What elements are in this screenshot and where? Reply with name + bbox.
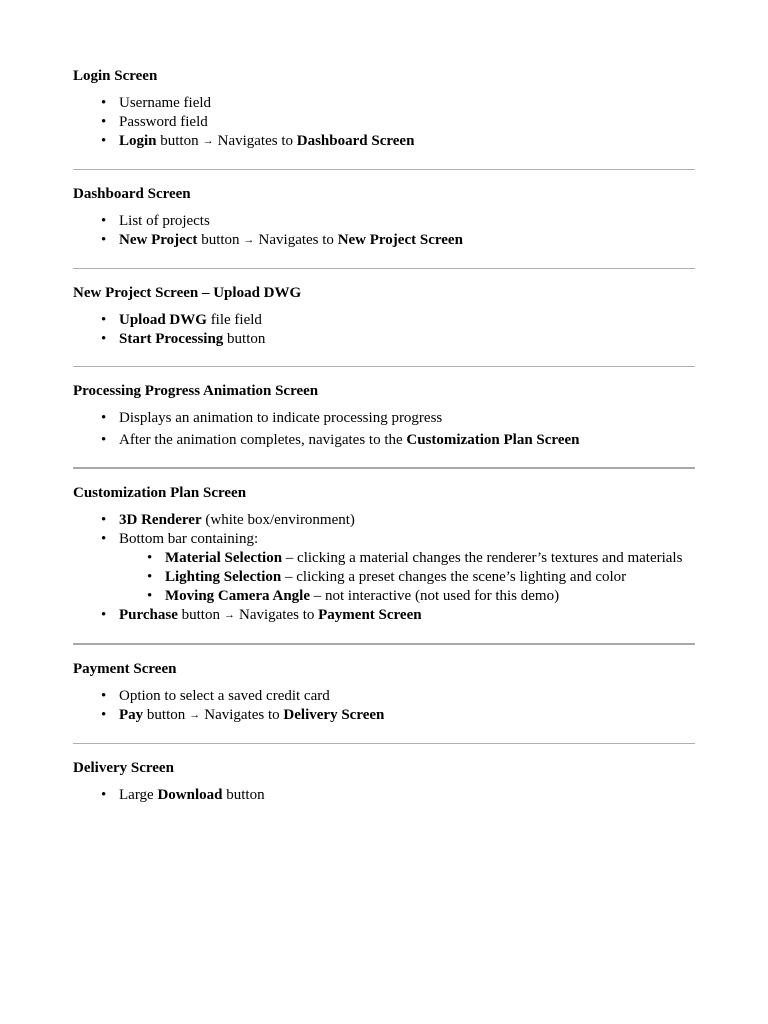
list-item <box>73 606 695 626</box>
item-target: Payment Screen <box>318 607 422 623</box>
sublist-item <box>73 587 695 606</box>
section-customization <box>73 484 695 626</box>
list-item <box>73 311 695 330</box>
item-target: New Project Screen <box>337 232 463 248</box>
section-title-payment: Payment Screen <box>73 661 177 677</box>
section-title-delivery: Delivery Screen <box>73 760 174 776</box>
list-item <box>73 132 695 152</box>
item-text: Username field <box>119 95 212 111</box>
item-bold: Download <box>157 787 223 803</box>
arrow-icon: → <box>223 609 235 621</box>
sublist-bottom-bar <box>73 549 695 606</box>
item-text: After the animation completes, navigates to the <box>119 432 403 448</box>
list-item <box>73 113 695 132</box>
item-bold: Start Processing <box>119 331 224 347</box>
list-item <box>73 231 695 251</box>
list-dashboard <box>73 212 695 251</box>
divider <box>73 169 695 170</box>
item-bold: Moving Camera Angle <box>165 588 310 604</box>
item-text: – not interactive (not used for this demo) <box>313 588 560 604</box>
item-text: Large <box>119 787 154 803</box>
section-title-dashboard: Dashboard Screen <box>73 186 191 202</box>
list-item <box>73 530 695 606</box>
item-nav: Navigates to <box>258 232 334 248</box>
list-item <box>73 409 695 428</box>
item-bold: Lighting Selection <box>165 569 282 585</box>
list-item <box>73 706 695 726</box>
item-target: Delivery Screen <box>283 707 385 723</box>
item-text: button <box>181 607 220 623</box>
item-text: List of projects <box>119 213 210 229</box>
item-text: Password field <box>119 114 208 130</box>
arrow-icon: → <box>202 135 214 147</box>
item-text: Displays an animation to indicate processing progress <box>119 410 443 426</box>
sublist-item <box>73 568 695 587</box>
list-customization <box>73 511 695 626</box>
document <box>73 67 695 805</box>
section-dashboard <box>73 185 695 251</box>
section-login <box>73 67 695 152</box>
list-login <box>73 94 695 152</box>
list-item <box>73 212 695 231</box>
item-text: – clicking a preset changes the scene’s lighting and color <box>285 569 627 585</box>
item-text: button <box>226 787 265 803</box>
item-target: Dashboard Screen <box>296 133 415 149</box>
divider <box>73 743 695 744</box>
item-text: button <box>146 707 186 723</box>
item-text: – clicking a material changes the renderer’s textures and materials <box>285 550 683 566</box>
item-text: Option to select a saved credit card <box>119 688 330 704</box>
list-item <box>73 687 695 706</box>
item-target: Customization Plan Screen <box>406 432 580 448</box>
arrow-icon: → <box>243 234 255 246</box>
list-payment <box>73 687 695 726</box>
item-text: button <box>201 232 240 248</box>
sublist-item <box>73 549 695 568</box>
divider <box>73 643 695 645</box>
section-new-project <box>73 284 695 349</box>
list-item <box>73 330 695 349</box>
list-item <box>73 511 695 530</box>
item-text: Bottom bar containing: <box>119 531 259 547</box>
item-bold: Material Selection <box>165 550 283 566</box>
divider <box>73 268 695 269</box>
list-delivery <box>73 786 695 805</box>
section-title-customization: Customization Plan Screen <box>73 485 247 501</box>
list-processing <box>73 409 695 450</box>
section-title-login: Login Screen <box>73 68 158 84</box>
list-new-project <box>73 311 695 349</box>
section-title-new-project: New Project Screen – Upload DWG <box>73 285 302 301</box>
item-text: button <box>227 331 266 347</box>
item-text: button <box>160 133 199 149</box>
item-text: file field <box>210 312 262 328</box>
item-bold: Login <box>119 133 157 149</box>
item-bold: Purchase <box>119 607 178 623</box>
section-processing <box>73 382 695 450</box>
item-bold: Upload DWG <box>119 312 207 328</box>
item-nav: Navigates to <box>217 133 294 149</box>
divider <box>73 467 695 469</box>
section-payment <box>73 660 695 726</box>
item-nav: Navigates to <box>204 707 280 723</box>
arrow-icon: → <box>189 709 201 721</box>
list-item <box>73 94 695 113</box>
item-bold: New Project <box>119 232 198 248</box>
list-item <box>73 786 695 805</box>
item-bold: Pay <box>119 707 144 723</box>
section-delivery <box>73 759 695 805</box>
divider <box>73 366 695 367</box>
section-title-processing: Processing Progress Animation Screen <box>73 383 319 399</box>
item-nav: Navigates to <box>238 607 315 623</box>
list-item <box>73 431 695 450</box>
item-text: (white box/environment) <box>205 512 355 528</box>
item-bold: 3D Renderer <box>119 512 202 528</box>
